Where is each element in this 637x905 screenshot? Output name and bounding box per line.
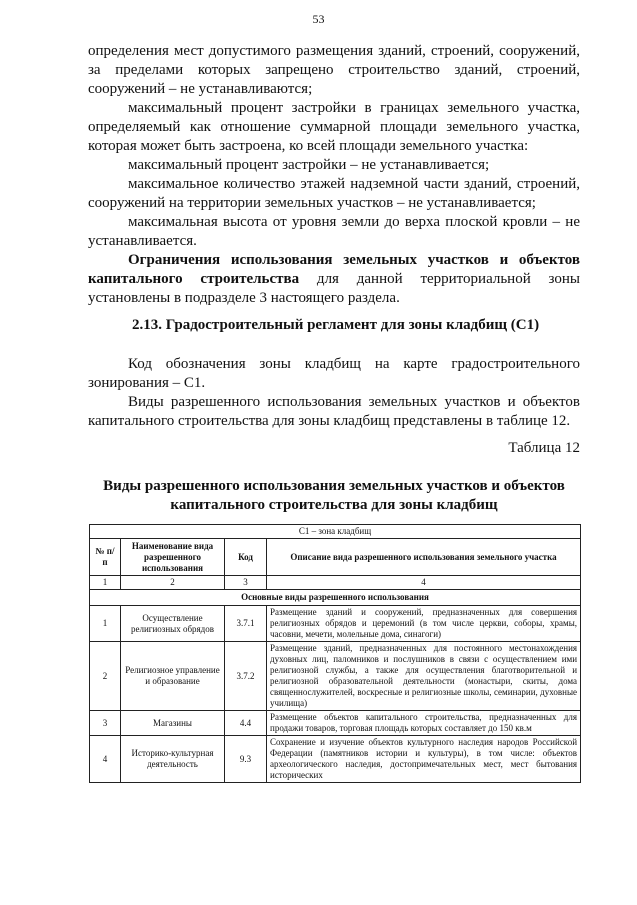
paragraph: максимальная высота от уровня земли до верха плоской кровли – не устанавливается. xyxy=(88,214,580,249)
restriction-paragraph xyxy=(88,251,580,308)
row-code: 3.7.1 xyxy=(225,606,267,642)
row-code: 3.7.2 xyxy=(225,642,267,711)
permitted-use-table xyxy=(89,524,581,783)
table-header-row xyxy=(90,539,581,576)
header-desc: Описание вида разрешенного использования земельного участка xyxy=(267,539,581,576)
row-name: Осуществление религиозных обрядов xyxy=(121,606,225,642)
section-cell: Основные виды разрешенного использования xyxy=(90,590,581,606)
row-code: 9.3 xyxy=(225,736,267,783)
row-name: Историко-культурная деятельность xyxy=(121,736,225,783)
section-heading: 2.13. Градостроительный регламент для зоны кладбищ (С1) xyxy=(132,317,540,333)
restriction-bold: Ограничения использования земельных участков и объектов капитального строительства xyxy=(88,252,580,287)
table-row xyxy=(90,642,581,711)
table-colnum-row xyxy=(90,576,581,590)
header-name: Наименование вида разрешенного использования xyxy=(121,539,225,576)
row-num: 3 xyxy=(90,711,121,736)
page-number: 53 xyxy=(312,12,325,26)
colnum-cell: 2 xyxy=(121,576,225,590)
paragraph: Код обозначения зоны кладбищ на карте градостроительного зонирования – С1. xyxy=(88,356,580,391)
row-desc: Размещение объектов капитального строительства, предназначенных для продажи товаров, торговая площадь которых составляет до 150 кв.м xyxy=(267,711,581,736)
top-text-block xyxy=(88,42,580,308)
row-num: 1 xyxy=(90,606,121,642)
paragraph: Виды разрешенного использования земельных участков и объектов капитального строительства для зоны кладбищ представлены в таблице 12. xyxy=(88,394,580,429)
row-num: 4 xyxy=(90,736,121,783)
row-num: 2 xyxy=(90,642,121,711)
row-name: Магазины xyxy=(121,711,225,736)
table-title: Виды разрешенного использования земельных участков и объектов капитального строительства для зоны кладбищ xyxy=(103,478,565,513)
row-desc: Сохранение и изучение объектов культурного наследия народов Российской Федерации (памятников истории и культуры), в том числе: объектов археологического наследия, достопримечательных мест, мест бытования исторических xyxy=(267,736,581,783)
row-desc: Размещение зданий, предназначенных для постоянного местонахождения духовных лиц, паломников и послушников в связи с осуществлением ими религиозной службы, а также для осуществления благотворительной и религиозной образовательной деятельности (монастыри, скиты, дома священнослужителей, воскресные и религиозные школы, семинарии, духовные училища) xyxy=(267,642,581,711)
paragraph: определения мест допустимого размещения зданий, строений, сооружений, за пределами которых запрещено строительство зданий, строений, сооружений – не устанавливаются; xyxy=(88,43,580,97)
paragraph: максимальное количество этажей надземной части зданий, строений, сооружений на территории земельных участков – не устанавливается; xyxy=(88,176,580,211)
zone-cell: С1 – зона кладбищ xyxy=(90,525,581,539)
table-zone-row xyxy=(90,525,581,539)
restriction-rest: для данной территориальной зоны установлены в подразделе 3 настоящего раздела. xyxy=(88,271,580,306)
row-desc: Размещение зданий и сооружений, предназначенных для совершения религиозных обрядов и церемоний (в том числе церкви, соборы, храмы, часовни, мечети, молельные дома, синагоги) xyxy=(267,606,581,642)
table-row xyxy=(90,606,581,642)
paragraph: максимальный процент застройки – не устанавливается; xyxy=(128,157,490,173)
colnum-cell: 3 xyxy=(225,576,267,590)
paragraph: максимальный процент застройки в границах земельного участка, определяемый как отношение суммарной площади земельного участка, которая может быть застроена, ко всей площади земельного участка: xyxy=(88,100,580,154)
table-row xyxy=(90,736,581,783)
header-num: № п/п xyxy=(90,539,121,576)
table-section-row xyxy=(90,590,581,606)
table-caption: Таблица 12 xyxy=(508,440,580,456)
header-code: Код xyxy=(225,539,267,576)
row-code: 4.4 xyxy=(225,711,267,736)
colnum-cell: 1 xyxy=(90,576,121,590)
row-name: Религиозное управление и образование xyxy=(121,642,225,711)
section-text xyxy=(88,355,580,431)
colnum-cell: 4 xyxy=(267,576,581,590)
table-row xyxy=(90,711,581,736)
